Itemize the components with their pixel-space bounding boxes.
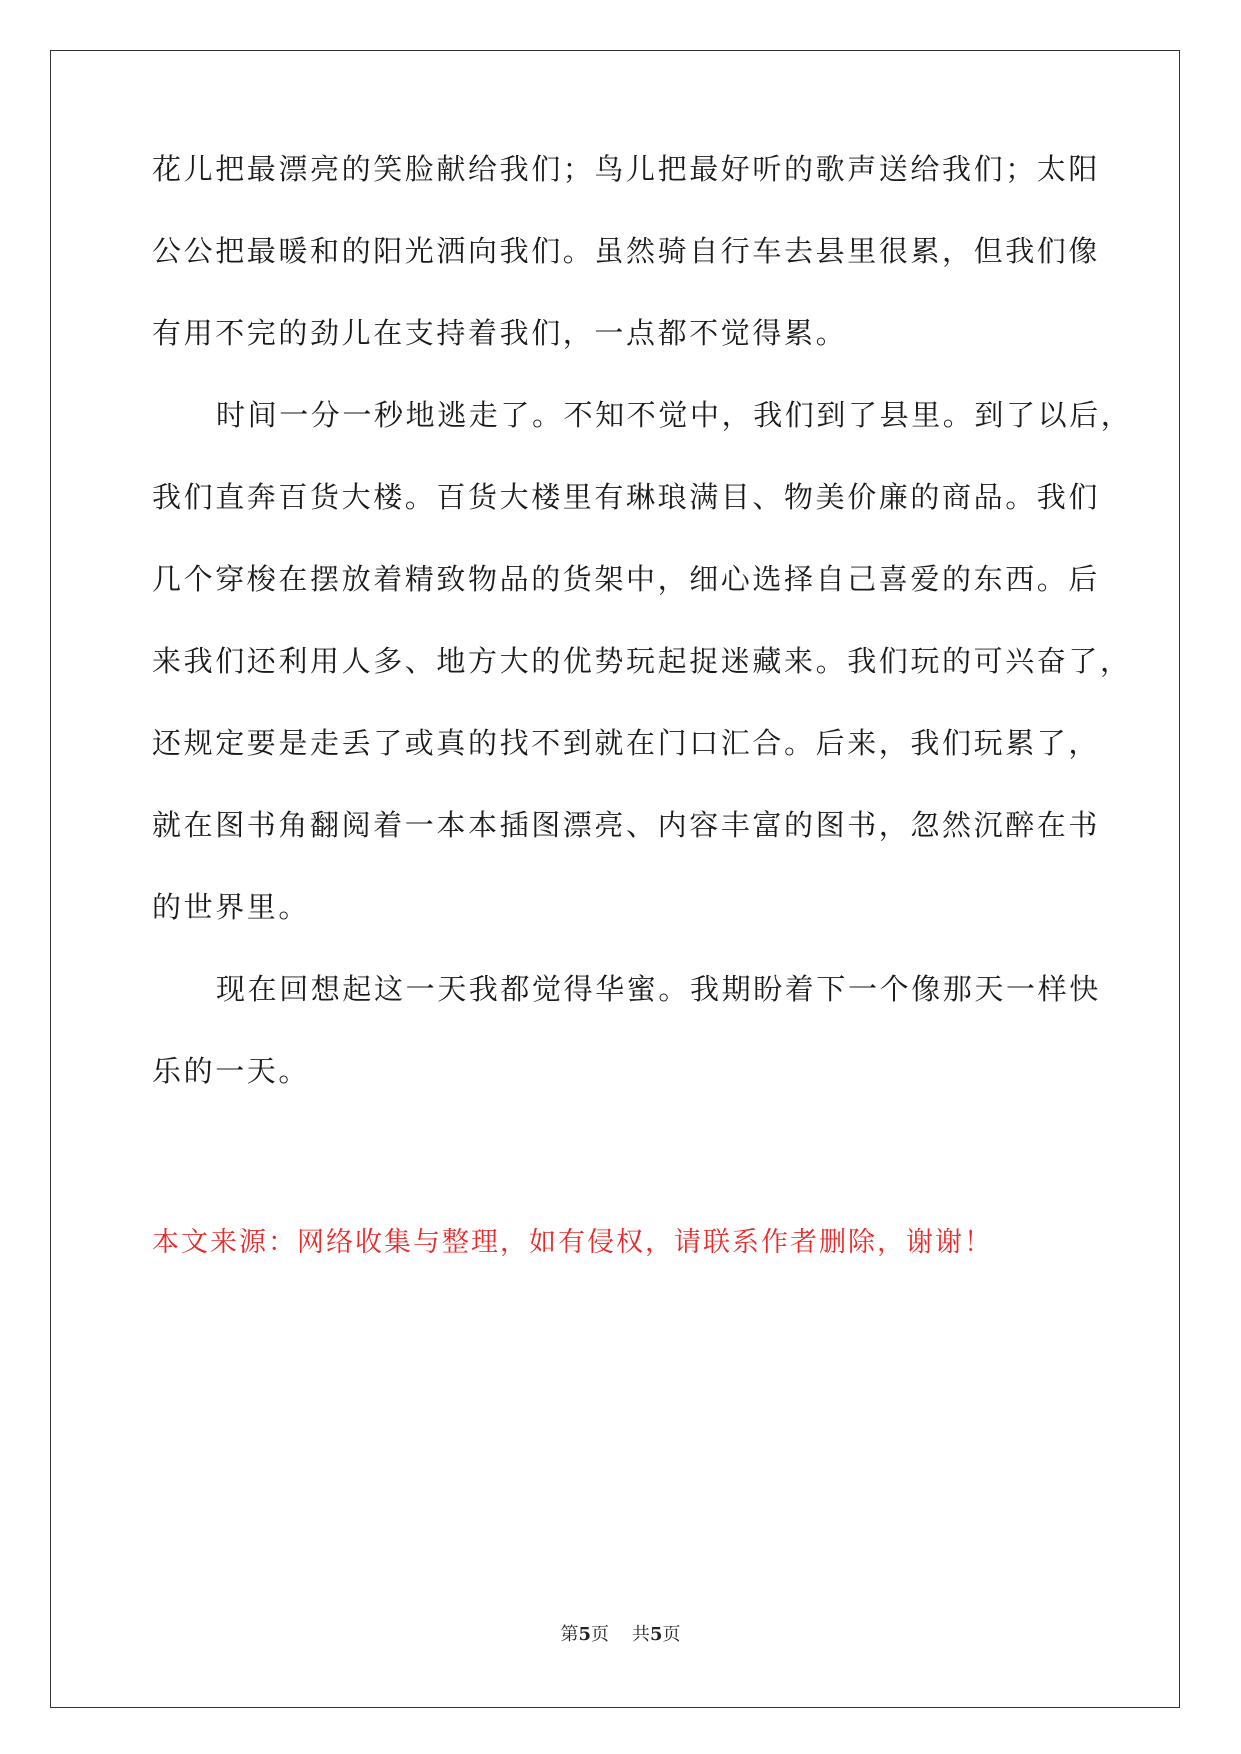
paragraph-3-line-2: 乐的一天。 [152,1054,311,1088]
paragraph-2-line-2: 我们直奔百货大楼。百货大楼里有琳琅满目、物美价廉的商品。我们 [152,480,1101,514]
page-footer [0,1620,1241,1646]
document-body [152,152,1133,1139]
footer-page-prefix: 第 [560,1624,579,1645]
footer-page-suffix: 页 [662,1624,681,1645]
source-note: 本文来源：网络收集与整理，如有侵权，请联系作者删除，谢谢！ [152,1227,993,1258]
footer-page-mid: 页 共 [591,1624,650,1645]
paragraph-1-line-1: 花儿把最漂亮的笑脸献给我们；鸟儿把最好听的歌声送给我们；太阳 [152,152,1101,186]
paragraph-1-line-3: 有用不完的劲儿在支持着我们，一点都不觉得累。 [152,316,848,350]
paragraph-2-line-1: 时间一分一秒地逃走了。不知不觉中，我们到了县里。到了以后， [216,398,1133,432]
paragraph-2-line-6: 就在图书角翻阅着一本本插图漂亮、内容丰富的图书，忽然沉醉在书 [152,808,1101,842]
paragraph-2-line-7: 的世界里。 [152,890,311,924]
paragraph-2-line-5: 还规定要是走丢了或真的找不到就在门口汇合。后来，我们玩累了， [152,726,1101,760]
paragraph-2-line-3: 几个穿梭在摆放着精致物品的货架中，细心选择自己喜爱的东西。后 [152,562,1101,596]
paragraph-3-line-1: 现在回想起这一天我都觉得华蜜。我期盼着下一个像那天一样快 [216,972,1101,1006]
paragraph-1-line-2: 公公把最暖和的阳光洒向我们。虽然骑自行车去县里很累，但我们像 [152,234,1101,268]
footer-page-total: 5 [649,1624,663,1645]
paragraph-2-line-4: 来我们还利用人多、地方大的优势玩起捉迷藏来。我们玩的可兴奋了， [152,644,1132,678]
footer-page-current: 5 [578,1624,592,1645]
